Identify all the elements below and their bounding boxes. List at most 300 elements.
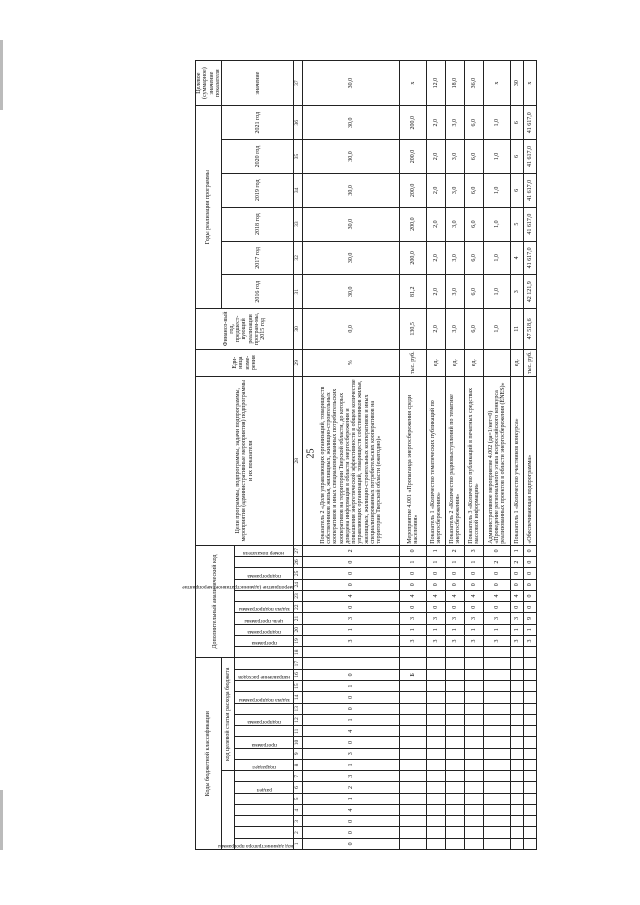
code-label: задача подпрограммы xyxy=(238,696,290,703)
column-number: 31 xyxy=(294,275,303,309)
code-cell xyxy=(446,726,465,737)
financial-year-header: Финансо-вый год, предшест-вующий реализации програм-мы, 2015 год xyxy=(196,309,294,350)
code-cell: 1 xyxy=(400,624,427,635)
code-cell: 1 xyxy=(427,624,446,635)
additional-code-header: Дополнительный аналитический код xyxy=(196,545,235,658)
code-cell: 1 xyxy=(465,624,484,635)
code-cell xyxy=(524,692,537,703)
code-cell xyxy=(400,681,427,692)
code-cell xyxy=(511,658,524,669)
code-cell: 0 xyxy=(400,579,427,590)
code-cell: 0 xyxy=(524,579,537,590)
code-cell xyxy=(524,759,537,770)
year-value-2016: 1,0 xyxy=(484,275,511,309)
year-header-2016: 2016 год xyxy=(222,275,294,309)
goal-column-header: Цели программы, подпрограммы, задачи подпрограммы, мероприятия (административные мероприятия) подпрограммы и их показатели xyxy=(196,376,294,545)
column-number: 21 xyxy=(294,613,303,624)
code-cell xyxy=(511,793,524,804)
column-number: 18 xyxy=(294,647,303,658)
year-value-2021: 6,0 xyxy=(465,106,484,140)
year-value-2021: 1,0 xyxy=(484,106,511,140)
code-cell xyxy=(524,827,537,838)
code-cell: 3 xyxy=(303,771,400,782)
column-number: 29 xyxy=(294,349,303,376)
code-cell xyxy=(511,782,524,793)
code-cell: 2 xyxy=(511,557,524,568)
code-cell: 3 xyxy=(303,635,400,646)
code-cell xyxy=(465,714,484,725)
year-value-2020: 2,0 xyxy=(427,140,446,174)
code-cell: 0 xyxy=(524,545,537,556)
column-number: 25 xyxy=(294,568,303,579)
code-cell: 4 xyxy=(400,590,427,601)
code-label-cell xyxy=(235,793,294,804)
unit-cell: ед. xyxy=(446,349,465,376)
financial-year-value: 0,0 xyxy=(303,309,400,350)
code-cell xyxy=(446,782,465,793)
year-value-2021: 200,0 xyxy=(400,106,427,140)
year-value-2016: 81,2 xyxy=(400,275,427,309)
code-cell: 3 xyxy=(465,613,484,624)
table-row xyxy=(400,61,427,850)
code-cell: 4 xyxy=(303,726,400,737)
code-cell: 3 xyxy=(427,635,446,646)
code-cell xyxy=(524,782,537,793)
code-cell: 0 xyxy=(303,669,400,680)
code-cell xyxy=(427,681,446,692)
code-label-cell xyxy=(235,703,294,714)
column-number: 34 xyxy=(294,173,303,207)
code-cell xyxy=(446,692,465,703)
code-cell xyxy=(484,748,511,759)
table-row xyxy=(511,61,524,850)
code-cell xyxy=(427,726,446,737)
code-cell: 3 xyxy=(303,613,400,624)
code-cell xyxy=(446,737,465,748)
item-description: Административное мероприятие 4.002 (да=1/нет=0) «Проведение регионального этапа всероссийского конкурса реализованных проектов в области энергосбережения (ENES)» xyxy=(484,376,511,545)
code-cell xyxy=(484,714,511,725)
code-label-cell xyxy=(235,748,294,759)
code-cell xyxy=(524,703,537,714)
year-value-2018: 1,0 xyxy=(484,207,511,241)
code-cell xyxy=(484,782,511,793)
target-article-header: код целевой статьи расхода бюджета xyxy=(222,658,235,771)
code-cell xyxy=(524,793,537,804)
unit-cell: ед. xyxy=(465,349,484,376)
code-cell xyxy=(446,827,465,838)
code-cell xyxy=(400,804,427,815)
program-indicators-table xyxy=(182,60,593,850)
code-cell xyxy=(524,737,537,748)
scan-edge-mark xyxy=(0,790,3,850)
year-header-2017: 2017 год xyxy=(222,241,294,275)
code-cell xyxy=(511,838,524,849)
code-cell xyxy=(446,669,465,680)
code-cell xyxy=(446,703,465,714)
code-cell: 3 xyxy=(484,613,511,624)
code-cell: 0 xyxy=(427,602,446,613)
unit-cell: тыс. руб. xyxy=(524,349,537,376)
code-cell: 4 xyxy=(446,590,465,601)
code-cell xyxy=(400,782,427,793)
unit-cell: ед. xyxy=(427,349,446,376)
code-cell: 0 xyxy=(303,579,400,590)
code-cell xyxy=(427,771,446,782)
code-cell xyxy=(465,804,484,815)
year-value-2021: 30,0 xyxy=(303,106,400,140)
financial-year-value: 2,0 xyxy=(427,309,446,350)
code-cell xyxy=(484,827,511,838)
code-cell xyxy=(511,804,524,815)
code-cell xyxy=(465,793,484,804)
item-description: Показатель 2 «Доля управляющих организаций, товариществ собственников жилья, жилищных, жилищно-строительных кооперативов и иных специализированных потребительских кооперативов на территории Тверской области, до которых доведена информация в области энергосбережения и повышения энергетической эффективности в общем количестве управляющих организаций, товариществ собственников жилья, жилищных, жилищно-строительных кооперативов и иных специализированных потребительских кооперативов на территории Тверской области (ежегодно)» xyxy=(303,376,400,545)
code-cell xyxy=(484,681,511,692)
code-cell xyxy=(511,703,524,714)
code-cell xyxy=(400,827,427,838)
code-cell: 1 xyxy=(303,759,400,770)
table-row xyxy=(427,61,446,850)
code-label-cell xyxy=(235,647,294,658)
unit-cell: тыс. руб. xyxy=(400,349,427,376)
column-number-row xyxy=(294,61,303,850)
year-value-2020: 30,0 xyxy=(303,140,400,174)
code-cell: 0 xyxy=(484,579,511,590)
code-cell: Б xyxy=(400,669,427,680)
column-number: 15 xyxy=(294,681,303,692)
year-value-2018: 200,0 xyxy=(400,207,427,241)
code-cell: 3 xyxy=(303,748,400,759)
column-number: 22 xyxy=(294,602,303,613)
year-value-2017: 200,0 xyxy=(400,241,427,275)
code-cell xyxy=(465,681,484,692)
code-cell xyxy=(524,669,537,680)
code-cell xyxy=(400,759,427,770)
code-cell: 0 xyxy=(484,602,511,613)
code-cell xyxy=(484,759,511,770)
code-cell: 3 xyxy=(446,635,465,646)
code-cell xyxy=(511,647,524,658)
code-cell: 0 xyxy=(484,568,511,579)
code-cell: 0 xyxy=(446,568,465,579)
code-cell: 3 xyxy=(511,635,524,646)
year-header-2021: 2021 год xyxy=(222,106,294,140)
code-cell xyxy=(400,692,427,703)
year-value-2021: 3,0 xyxy=(446,106,465,140)
financial-year-value: 47 518,6 xyxy=(524,309,537,350)
target-value: 36,0 xyxy=(465,61,484,106)
table-row xyxy=(446,61,465,850)
column-number: 3 xyxy=(294,816,303,827)
year-value-2019: 6,0 xyxy=(465,173,484,207)
code-label-cell xyxy=(235,681,294,692)
year-value-2021: 2,0 xyxy=(427,106,446,140)
code-cell xyxy=(427,714,446,725)
code-cell xyxy=(484,647,511,658)
year-value-2019: 6 xyxy=(511,173,524,207)
code-label-cell xyxy=(235,759,294,770)
code-cell: 4 xyxy=(427,590,446,601)
table-row xyxy=(303,61,400,850)
code-cell xyxy=(465,771,484,782)
year-value-2016: 6,0 xyxy=(465,275,484,309)
year-value-2020: 1,0 xyxy=(484,140,511,174)
code-label: программа xyxy=(251,640,277,647)
code-label: подпрограмма xyxy=(247,719,281,726)
year-value-2019: 3,0 xyxy=(446,173,465,207)
code-label-cell xyxy=(235,692,294,703)
code-cell: 0 xyxy=(303,838,400,849)
target-value-header: значение xyxy=(222,61,294,106)
code-cell: 3 xyxy=(400,613,427,624)
budget-class-header: Коды бюджетной классификации xyxy=(196,658,222,850)
item-description: «Обеспечивающая подпрограмма» xyxy=(524,376,537,545)
financial-year-value: 11 xyxy=(511,309,524,350)
code-cell xyxy=(511,748,524,759)
financial-year-value: 1,0 xyxy=(484,309,511,350)
code-cell xyxy=(465,658,484,669)
code-cell xyxy=(446,681,465,692)
column-number: 11 xyxy=(294,726,303,737)
code-cell xyxy=(484,669,511,680)
code-cell xyxy=(446,816,465,827)
year-value-2017: 3,0 xyxy=(446,241,465,275)
code-cell xyxy=(465,827,484,838)
code-cell xyxy=(484,692,511,703)
target-value: 12,0 xyxy=(427,61,446,106)
code-cell xyxy=(524,838,537,849)
target-value: x xyxy=(524,61,537,106)
code-label-cell xyxy=(235,827,294,838)
code-cell xyxy=(511,726,524,737)
code-cell xyxy=(465,703,484,714)
code-cell xyxy=(484,804,511,815)
code-label-cell xyxy=(235,714,294,725)
year-value-2021: 6 xyxy=(511,106,524,140)
code-cell: 4 xyxy=(511,590,524,601)
code-cell xyxy=(511,771,524,782)
code-cell: 1 xyxy=(427,545,446,556)
code-cell xyxy=(400,816,427,827)
year-value-2018: 6,0 xyxy=(465,207,484,241)
code-cell: 3 xyxy=(465,545,484,556)
code-cell xyxy=(446,748,465,759)
code-cell xyxy=(400,771,427,782)
code-cell: 0 xyxy=(524,568,537,579)
year-value-2020: 200,0 xyxy=(400,140,427,174)
code-cell: 0 xyxy=(465,602,484,613)
code-cell xyxy=(446,793,465,804)
code-cell: 0 xyxy=(400,568,427,579)
item-description: Показатель 3 «Количество публикаций в печатных средствах массовой информации» xyxy=(465,376,484,545)
code-cell: 0 xyxy=(400,545,427,556)
code-cell: 1 xyxy=(511,545,524,556)
code-label-cell xyxy=(235,737,294,748)
column-number: 23 xyxy=(294,590,303,601)
column-number: 37 xyxy=(294,61,303,106)
target-value: 30,0 xyxy=(303,61,400,106)
target-value: x xyxy=(400,61,427,106)
code-cell: 0 xyxy=(524,557,537,568)
code-cell xyxy=(446,658,465,669)
code-label-cell xyxy=(235,545,294,556)
target-value: 30 xyxy=(511,61,524,106)
item-description: Показатель 1 «Количество участников конкурса» xyxy=(511,376,524,545)
item-description: Показатель 2 «Количество радиовыступлений по тематике энергосбережения» xyxy=(446,376,465,545)
year-value-2018: 5 xyxy=(511,207,524,241)
code-cell xyxy=(446,714,465,725)
scan-edge-mark xyxy=(0,40,3,110)
code-cell xyxy=(427,748,446,759)
code-cell xyxy=(465,782,484,793)
code-cell xyxy=(400,658,427,669)
code-cell xyxy=(524,681,537,692)
year-value-2019: 1,0 xyxy=(484,173,511,207)
code-label-cell xyxy=(235,816,294,827)
code-label: программа xyxy=(251,741,277,748)
code-cell: 1 xyxy=(484,624,511,635)
code-label-cell xyxy=(218,838,294,849)
column-number: 27 xyxy=(294,545,303,556)
column-number: 1 xyxy=(294,838,303,849)
code-cell xyxy=(427,782,446,793)
code-cell xyxy=(511,827,524,838)
code-cell xyxy=(465,737,484,748)
code-cell xyxy=(427,669,446,680)
code-cell: 0 xyxy=(303,602,400,613)
unit-cell xyxy=(484,349,511,376)
code-cell: 0 xyxy=(484,545,511,556)
code-cell: 0 xyxy=(511,579,524,590)
code-cell: 2 xyxy=(303,782,400,793)
code-cell: 2 xyxy=(484,557,511,568)
year-value-2020: 6 xyxy=(511,140,524,174)
code-cell xyxy=(400,838,427,849)
code-cell: 3 xyxy=(427,613,446,624)
code-cell: 0 xyxy=(427,579,446,590)
code-label-cell xyxy=(235,557,294,568)
code-cell xyxy=(427,759,446,770)
code-cell: 0 xyxy=(303,568,400,579)
code-cell: 1 xyxy=(465,557,484,568)
code-label-cell xyxy=(235,613,294,624)
code-label: направление расходов xyxy=(238,674,291,681)
code-cell xyxy=(484,703,511,714)
code-cell xyxy=(484,726,511,737)
code-cell: 2 xyxy=(303,545,400,556)
code-cell: 1 xyxy=(303,793,400,804)
code-cell xyxy=(400,748,427,759)
year-value-2016: 2,0 xyxy=(427,275,446,309)
code-cell xyxy=(427,804,446,815)
code-cell: 4 xyxy=(303,804,400,815)
code-cell xyxy=(524,804,537,815)
year-value-2017: 1,0 xyxy=(484,241,511,275)
code-cell xyxy=(484,771,511,782)
column-number: 4 xyxy=(294,804,303,815)
code-cell xyxy=(427,827,446,838)
code-label: раздел xyxy=(256,786,272,793)
column-number: 12 xyxy=(294,714,303,725)
column-number: 10 xyxy=(294,737,303,748)
code-cell: 0 xyxy=(303,557,400,568)
code-cell xyxy=(400,647,427,658)
code-label-cell xyxy=(235,804,294,815)
column-number: 7 xyxy=(294,771,303,782)
code-cell: 3 xyxy=(400,635,427,646)
column-number: 20 xyxy=(294,624,303,635)
year-header-2020: 2020 год xyxy=(222,140,294,174)
column-number: 2 xyxy=(294,827,303,838)
code-cell xyxy=(524,771,537,782)
column-number: 6 xyxy=(294,782,303,793)
code-cell xyxy=(446,771,465,782)
target-column-header: Целевое (суммарное) значение показателя xyxy=(196,61,222,106)
table-row xyxy=(524,61,537,850)
code-label: цель программы xyxy=(244,617,284,624)
year-value-2018: 3,0 xyxy=(446,207,465,241)
year-header-2018: 2018 год xyxy=(222,207,294,241)
code-cell xyxy=(446,647,465,658)
code-cell xyxy=(427,816,446,827)
code-cell: 1 xyxy=(303,624,400,635)
code-cell xyxy=(524,647,537,658)
column-number: 17 xyxy=(294,658,303,669)
code-cell: 0 xyxy=(303,692,400,703)
year-value-2018: 41 617,0 xyxy=(524,207,537,241)
code-cell: 4 xyxy=(484,590,511,601)
code-cell xyxy=(484,838,511,849)
code-label-cell xyxy=(235,669,294,680)
code-label: задача подпрограммы xyxy=(238,606,290,613)
page-number: 25 xyxy=(305,448,317,459)
code-cell: 0 xyxy=(511,568,524,579)
code-cell xyxy=(427,838,446,849)
code-label: подпрограмма xyxy=(247,572,281,579)
code-cell xyxy=(400,793,427,804)
financial-year-value: 130,5 xyxy=(400,309,427,350)
year-value-2017: 2,0 xyxy=(427,241,446,275)
year-value-2021: 41 617,0 xyxy=(524,106,537,140)
years-group-header: Годы реализации программы xyxy=(196,106,222,309)
code-cell: 3 xyxy=(511,613,524,624)
code-cell: 0 xyxy=(303,737,400,748)
code-cell xyxy=(446,804,465,815)
code-cell xyxy=(484,816,511,827)
year-value-2016: 3,0 xyxy=(446,275,465,309)
code-cell: 0 xyxy=(465,579,484,590)
year-value-2019: 30,0 xyxy=(303,173,400,207)
code-cell xyxy=(400,703,427,714)
year-value-2018: 2,0 xyxy=(427,207,446,241)
budget-subheader xyxy=(222,771,235,850)
year-value-2020: 3,0 xyxy=(446,140,465,174)
year-value-2020: 6,0 xyxy=(465,140,484,174)
column-number: 30 xyxy=(294,309,303,350)
code-cell xyxy=(427,692,446,703)
code-cell: 1 xyxy=(400,557,427,568)
column-number: 36 xyxy=(294,106,303,140)
year-value-2017: 30,0 xyxy=(303,241,400,275)
code-cell xyxy=(400,714,427,725)
code-cell xyxy=(465,816,484,827)
code-cell xyxy=(465,669,484,680)
code-label-cell xyxy=(235,782,294,793)
code-label-cell xyxy=(235,635,294,646)
code-cell: 0 xyxy=(465,568,484,579)
code-label-cell xyxy=(235,590,294,601)
unit-cell: ед. xyxy=(511,349,524,376)
code-cell: 3 xyxy=(446,613,465,624)
